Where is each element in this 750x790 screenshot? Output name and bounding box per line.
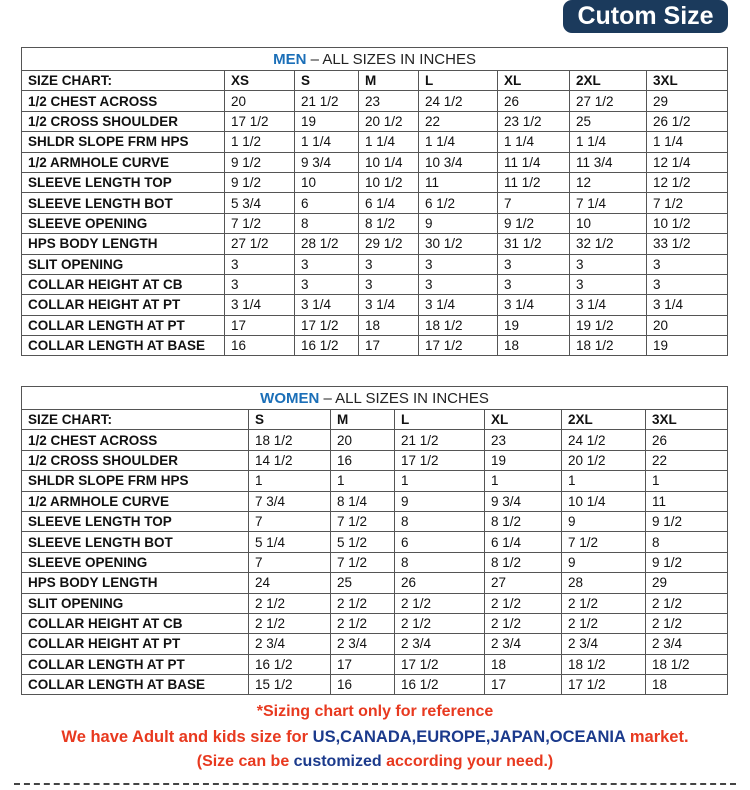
table-row <box>22 274 728 294</box>
table-row <box>22 573 728 593</box>
size-value: 2 3/4 <box>331 634 395 654</box>
size-value: 3 1/4 <box>295 295 359 315</box>
size-value: 20 <box>647 315 728 335</box>
size-value: 10 <box>295 172 359 192</box>
size-value: 9 1/2 <box>646 511 728 531</box>
men-title-label: MEN <box>273 50 307 68</box>
men-size-chart <box>21 47 727 356</box>
size-value: 9 1/2 <box>498 213 570 233</box>
size-value: 2 1/2 <box>646 613 728 633</box>
measurement-label: HPS BODY LENGTH <box>22 234 225 254</box>
size-value: 5 1/4 <box>249 532 331 552</box>
measurement-label: SLEEVE LENGTH BOT <box>22 193 225 213</box>
measurement-label: SLEEVE OPENING <box>22 213 225 233</box>
size-value: 2 1/2 <box>485 593 562 613</box>
size-value: 17 <box>225 315 295 335</box>
measurement-label: HPS BODY LENGTH <box>22 573 249 593</box>
size-value: 17 1/2 <box>395 450 485 470</box>
table-row <box>22 234 728 254</box>
size-value: 10 1/2 <box>359 172 419 192</box>
size-value: 23 1/2 <box>498 111 570 131</box>
table-row <box>22 132 728 152</box>
size-value: 3 <box>570 254 647 274</box>
size-value: 20 <box>225 91 295 111</box>
size-value: 10 3/4 <box>419 152 498 172</box>
size-value: 3 1/4 <box>419 295 498 315</box>
size-value: 18 1/2 <box>419 315 498 335</box>
size-value: 2 1/2 <box>395 593 485 613</box>
measurement-label: SLEEVE LENGTH TOP <box>22 172 225 192</box>
women-table-title <box>22 387 728 410</box>
size-value: 16 1/2 <box>295 336 359 356</box>
men-table-body <box>22 71 728 356</box>
size-value: 14 1/2 <box>249 450 331 470</box>
size-value: 3 <box>419 254 498 274</box>
table-row <box>22 336 728 356</box>
size-value: 24 1/2 <box>419 91 498 111</box>
size-value: 22 <box>419 111 498 131</box>
size-value: 3 <box>647 254 728 274</box>
measurement-label: COLLAR HEIGHT AT CB <box>22 274 225 294</box>
size-value: 2 1/2 <box>395 613 485 633</box>
measurement-label: COLLAR HEIGHT AT PT <box>22 295 225 315</box>
measurement-label: 1/2 CHEST ACROSS <box>22 430 249 450</box>
size-value: 11 3/4 <box>570 152 647 172</box>
women-title-suffix: – ALL SIZES IN INCHES <box>319 389 489 407</box>
size-value: 2 1/2 <box>331 593 395 613</box>
size-value: 3 1/4 <box>498 295 570 315</box>
size-value: 23 <box>485 430 562 450</box>
size-value: 19 <box>295 111 359 131</box>
size-value: 18 1/2 <box>249 430 331 450</box>
measurement-label: 1/2 CROSS SHOULDER <box>22 450 249 470</box>
table-row <box>22 91 728 111</box>
size-value: 17 <box>359 336 419 356</box>
size-value: 12 1/2 <box>647 172 728 192</box>
table-row <box>22 430 728 450</box>
size-value: 1 1/4 <box>570 132 647 152</box>
size-value: 32 1/2 <box>570 234 647 254</box>
measurement-label: SLEEVE OPENING <box>22 552 249 572</box>
men-table-title <box>22 48 728 71</box>
size-value: 29 1/2 <box>359 234 419 254</box>
size-value: 27 <box>485 573 562 593</box>
size-value: 1 1/4 <box>295 132 359 152</box>
size-value: 2 1/2 <box>485 613 562 633</box>
size-value: 8 1/2 <box>485 511 562 531</box>
table-row <box>22 552 728 572</box>
size-value: 7 1/2 <box>331 552 395 572</box>
size-value: 31 1/2 <box>498 234 570 254</box>
size-value: 8 <box>295 213 359 233</box>
size-value: 20 1/2 <box>562 450 646 470</box>
size-value: 1 1/4 <box>419 132 498 152</box>
size-value: 28 <box>562 573 646 593</box>
size-value: 11 1/4 <box>498 152 570 172</box>
table-row <box>22 254 728 274</box>
size-value: 6 <box>295 193 359 213</box>
size-value: 7 <box>498 193 570 213</box>
size-value: 8 <box>395 552 485 572</box>
women-table-body <box>22 410 728 695</box>
size-value: 2 1/2 <box>249 613 331 633</box>
size-value: 16 <box>225 336 295 356</box>
size-value: 18 <box>646 675 728 695</box>
table-row <box>22 152 728 172</box>
size-value: 25 <box>570 111 647 131</box>
size-value: 10 1/2 <box>647 213 728 233</box>
size-value: 28 1/2 <box>295 234 359 254</box>
size-value: 16 1/2 <box>395 675 485 695</box>
size-value: 2 1/2 <box>646 593 728 613</box>
size-value: 8 1/4 <box>331 491 395 511</box>
men-header-cell: S <box>295 71 359 91</box>
size-value: 18 <box>359 315 419 335</box>
size-value: 12 1/4 <box>647 152 728 172</box>
size-value: 6 <box>395 532 485 552</box>
size-value: 10 1/4 <box>359 152 419 172</box>
size-value: 30 1/2 <box>419 234 498 254</box>
size-value: 5 1/2 <box>331 532 395 552</box>
table-row <box>22 654 728 674</box>
size-value: 2 3/4 <box>562 634 646 654</box>
size-value: 9 1/2 <box>225 152 295 172</box>
measurement-label: COLLAR LENGTH AT PT <box>22 654 249 674</box>
size-value: 2 3/4 <box>249 634 331 654</box>
size-value: 2 1/2 <box>331 613 395 633</box>
size-value: 22 <box>646 450 728 470</box>
measurement-label: COLLAR LENGTH AT PT <box>22 315 225 335</box>
size-value: 1 <box>331 471 395 491</box>
table-row <box>22 532 728 552</box>
size-value: 21 1/2 <box>295 91 359 111</box>
table-row <box>22 450 728 470</box>
size-value: 18 1/2 <box>562 654 646 674</box>
men-header-cell: 3XL <box>647 71 728 91</box>
reference-note: *Sizing chart only for reference <box>256 703 494 720</box>
size-value: 1 <box>562 471 646 491</box>
size-value: 3 <box>225 274 295 294</box>
measurement-label: 1/2 CHEST ACROSS <box>22 91 225 111</box>
size-value: 7 1/2 <box>331 511 395 531</box>
size-value: 26 <box>498 91 570 111</box>
size-value: 26 1/2 <box>647 111 728 131</box>
women-header-cell: XL <box>485 410 562 430</box>
table-row <box>22 634 728 654</box>
size-value: 7 1/2 <box>225 213 295 233</box>
size-value: 11 <box>419 172 498 192</box>
women-header-cell: SIZE CHART: <box>22 410 249 430</box>
size-value: 1 <box>485 471 562 491</box>
size-value: 9 <box>419 213 498 233</box>
table-row <box>22 295 728 315</box>
size-value: 3 <box>498 254 570 274</box>
size-value: 3 1/4 <box>647 295 728 315</box>
size-value: 3 <box>570 274 647 294</box>
market-note <box>0 728 750 747</box>
size-value: 3 <box>359 274 419 294</box>
men-header-row <box>22 71 728 91</box>
customize-note-end: according your need.) <box>381 753 554 770</box>
men-header-cell: XL <box>498 71 570 91</box>
size-value: 11 <box>646 491 728 511</box>
size-value: 26 <box>395 573 485 593</box>
size-value: 9 1/2 <box>646 552 728 572</box>
market-note-end: market. <box>625 728 689 746</box>
size-value: 1 <box>646 471 728 491</box>
size-value: 25 <box>331 573 395 593</box>
custom-size-badge: Cutom Size <box>563 0 728 33</box>
customize-note-keyword: customized <box>293 753 382 770</box>
size-value: 24 1/2 <box>562 430 646 450</box>
size-value: 9 <box>562 511 646 531</box>
women-size-chart <box>21 386 727 695</box>
table-row <box>22 593 728 613</box>
size-value: 6 1/4 <box>485 532 562 552</box>
size-value: 9 3/4 <box>295 152 359 172</box>
size-value: 1 1/4 <box>359 132 419 152</box>
size-value: 8 <box>395 511 485 531</box>
size-value: 17 1/2 <box>562 675 646 695</box>
measurement-label: 1/2 CROSS SHOULDER <box>22 111 225 131</box>
women-header-cell: L <box>395 410 485 430</box>
table-row <box>22 511 728 531</box>
customize-note-start: (Size can be <box>196 753 294 770</box>
measurement-label: COLLAR HEIGHT AT PT <box>22 634 249 654</box>
men-header-cell: L <box>419 71 498 91</box>
dashed-divider <box>14 783 736 785</box>
measurement-label: SHLDR SLOPE FRM HPS <box>22 132 225 152</box>
measurement-label: 1/2 ARMHOLE CURVE <box>22 152 225 172</box>
measurement-label: SHLDR SLOPE FRM HPS <box>22 471 249 491</box>
size-value: 9 <box>562 552 646 572</box>
women-header-cell: M <box>331 410 395 430</box>
size-value: 1 1/2 <box>225 132 295 152</box>
size-value: 3 1/4 <box>570 295 647 315</box>
size-value: 3 <box>647 274 728 294</box>
size-value: 7 <box>249 511 331 531</box>
size-value: 8 1/2 <box>359 213 419 233</box>
size-value: 16 <box>331 675 395 695</box>
men-header-cell: M <box>359 71 419 91</box>
measurement-label: COLLAR HEIGHT AT CB <box>22 613 249 633</box>
size-value: 15 1/2 <box>249 675 331 695</box>
size-value: 6 1/4 <box>359 193 419 213</box>
size-value: 3 <box>295 254 359 274</box>
size-value: 23 <box>359 91 419 111</box>
size-value: 9 1/2 <box>225 172 295 192</box>
table-row <box>22 675 728 695</box>
size-value: 9 <box>395 491 485 511</box>
size-value: 19 <box>647 336 728 356</box>
size-value: 17 1/2 <box>395 654 485 674</box>
table-row <box>22 315 728 335</box>
size-value: 3 1/4 <box>359 295 419 315</box>
size-value: 20 <box>331 430 395 450</box>
size-value: 3 <box>498 274 570 294</box>
table-row <box>22 213 728 233</box>
size-value: 3 <box>419 274 498 294</box>
size-value: 16 1/2 <box>249 654 331 674</box>
measurement-label: SLEEVE LENGTH BOT <box>22 532 249 552</box>
size-value: 3 1/4 <box>225 295 295 315</box>
size-value: 27 1/2 <box>570 91 647 111</box>
men-size-table <box>21 47 728 356</box>
size-value: 6 1/2 <box>419 193 498 213</box>
size-value: 18 <box>498 336 570 356</box>
size-value: 11 1/2 <box>498 172 570 192</box>
size-value: 19 <box>498 315 570 335</box>
size-value: 18 1/2 <box>570 336 647 356</box>
size-value: 7 <box>249 552 331 572</box>
size-value: 17 <box>485 675 562 695</box>
size-value: 1 <box>249 471 331 491</box>
size-value: 26 <box>646 430 728 450</box>
men-title-suffix: – ALL SIZES IN INCHES <box>306 50 476 68</box>
women-size-table <box>21 386 728 695</box>
size-value: 17 <box>331 654 395 674</box>
table-row <box>22 111 728 131</box>
table-row <box>22 172 728 192</box>
size-value: 10 1/4 <box>562 491 646 511</box>
size-value: 17 1/2 <box>419 336 498 356</box>
table-row <box>22 471 728 491</box>
size-value: 12 <box>570 172 647 192</box>
size-value: 2 1/2 <box>562 593 646 613</box>
women-header-row <box>22 410 728 430</box>
size-value: 3 <box>225 254 295 274</box>
size-value: 9 3/4 <box>485 491 562 511</box>
size-value: 20 1/2 <box>359 111 419 131</box>
customize-note <box>0 753 750 771</box>
size-value: 19 <box>485 450 562 470</box>
measurement-label: 1/2 ARMHOLE CURVE <box>22 491 249 511</box>
size-value: 29 <box>646 573 728 593</box>
size-value: 24 <box>249 573 331 593</box>
women-header-cell: S <box>249 410 331 430</box>
size-value: 7 1/4 <box>570 193 647 213</box>
size-value: 17 1/2 <box>225 111 295 131</box>
measurement-label: SLEEVE LENGTH TOP <box>22 511 249 531</box>
size-value: 2 3/4 <box>485 634 562 654</box>
table-row <box>22 193 728 213</box>
size-value: 1 1/4 <box>647 132 728 152</box>
men-header-cell: XS <box>225 71 295 91</box>
size-value: 27 1/2 <box>225 234 295 254</box>
size-value: 3 <box>295 274 359 294</box>
size-value: 29 <box>647 91 728 111</box>
size-value: 3 <box>359 254 419 274</box>
market-note-start: We have Adult and kids size for <box>61 728 313 746</box>
size-value: 1 <box>395 471 485 491</box>
size-value: 2 1/2 <box>562 613 646 633</box>
measurement-label: COLLAR LENGTH AT BASE <box>22 336 225 356</box>
size-value: 2 1/2 <box>249 593 331 613</box>
measurement-label: SLIT OPENING <box>22 593 249 613</box>
measurement-label: SLIT OPENING <box>22 254 225 274</box>
size-value: 2 3/4 <box>646 634 728 654</box>
market-note-regions: US,CANADA,EUROPE,JAPAN,OCEANIA <box>312 728 626 746</box>
size-value: 7 3/4 <box>249 491 331 511</box>
men-header-cell: SIZE CHART: <box>22 71 225 91</box>
size-value: 8 1/2 <box>485 552 562 572</box>
men-header-cell: 2XL <box>570 71 647 91</box>
size-value: 19 1/2 <box>570 315 647 335</box>
women-header-cell: 2XL <box>562 410 646 430</box>
women-header-cell: 3XL <box>646 410 728 430</box>
table-row <box>22 613 728 633</box>
table-row <box>22 491 728 511</box>
size-value: 16 <box>331 450 395 470</box>
size-value: 7 1/2 <box>562 532 646 552</box>
measurement-label: COLLAR LENGTH AT BASE <box>22 675 249 695</box>
size-value: 18 <box>485 654 562 674</box>
size-value: 10 <box>570 213 647 233</box>
size-value: 7 1/2 <box>647 193 728 213</box>
women-title-label: WOMEN <box>260 389 320 407</box>
size-value: 1 1/4 <box>498 132 570 152</box>
size-value: 2 3/4 <box>395 634 485 654</box>
size-value: 18 1/2 <box>646 654 728 674</box>
size-value: 21 1/2 <box>395 430 485 450</box>
size-value: 17 1/2 <box>295 315 359 335</box>
size-value: 33 1/2 <box>647 234 728 254</box>
size-value: 8 <box>646 532 728 552</box>
size-value: 5 3/4 <box>225 193 295 213</box>
